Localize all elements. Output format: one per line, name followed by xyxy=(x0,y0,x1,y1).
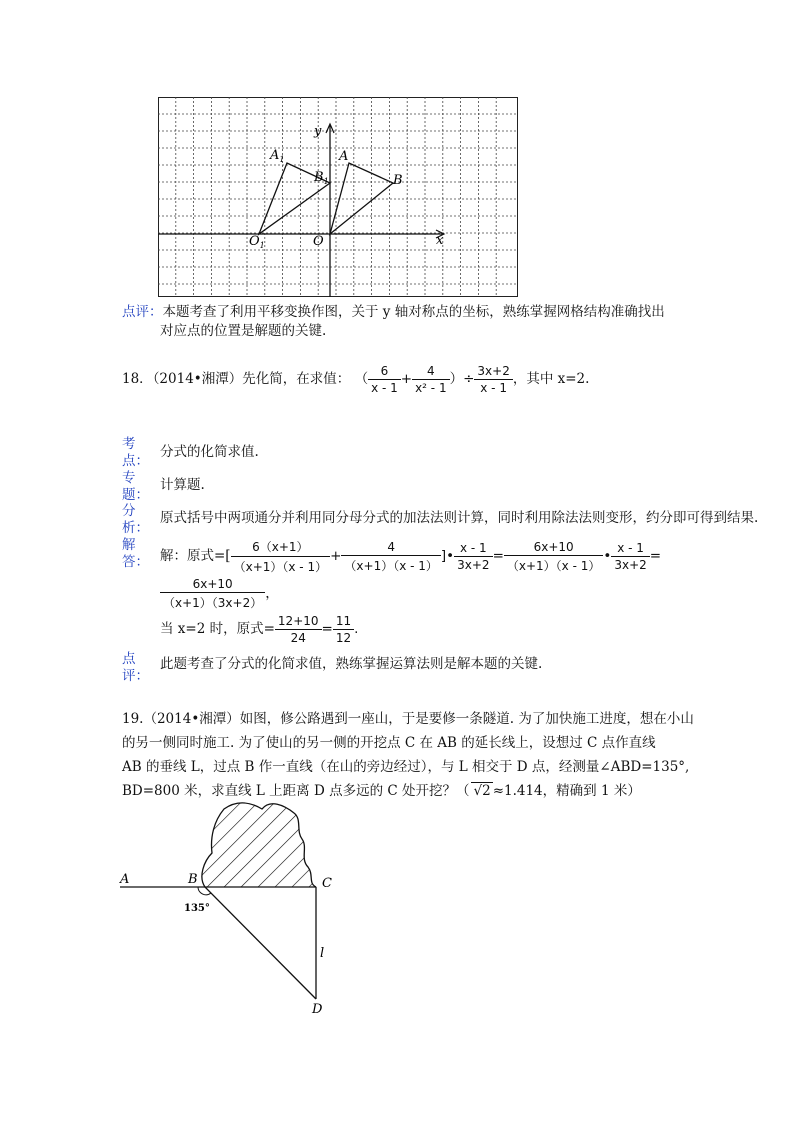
q19-line2: 的另一侧同时施工. 为了使山的另一侧的开挖点 C 在 AB 的延长线上，设想过 C 点作直线 xyxy=(122,735,656,751)
label-b1: $B_1$ xyxy=(314,170,329,186)
tunnel-figure xyxy=(112,795,342,1017)
y-label: y xyxy=(314,124,322,139)
sol-frac-b: $\frac{4}{(x+1)(x - 1)}$ xyxy=(341,540,441,574)
kaodian-text: 分式的化简求值. xyxy=(160,444,259,460)
sol-frac-g: $\frac{6x+10}{(x+1)(3x+2)}$ xyxy=(160,577,265,611)
q18-tail: ，其中 x=2. xyxy=(512,371,590,387)
sol-frac-a: $\frac{6(x+1)}{(x+1)(x - 1)}$ xyxy=(231,538,331,575)
solution-when: 当 x=2 时，原式= xyxy=(160,621,275,637)
solution-line1: 解：原式=[ $\frac{6(x+1)}{(x+1)(x - 1)}$ + $\frac{4}{(x+1)(x - 1)}$ ]• $\frac{x - 1}{3x+2}$ = $\frac{6x+10}{(x+1)(x - 1)}$ • $\frac{x - 1}{3x+2}$ = xyxy=(160,539,662,574)
label-o: O xyxy=(313,234,324,249)
comment-tag: 点评： xyxy=(122,304,163,320)
sol-frac-i: $\frac{11}{12}$ xyxy=(333,614,354,645)
label-a1: $A_1$ xyxy=(270,148,285,164)
comment-line2: 对应点的位置是解题的关键. xyxy=(160,323,327,339)
q18-frac2: $\frac{4}{\text{x² - 1}}$ xyxy=(412,364,450,395)
comment-line1: 本题考查了利用平移变换作图，关于 y 轴对称点的坐标，熟练掌握网格结构准确找出 xyxy=(162,304,665,320)
label-b-tunnel: B xyxy=(188,872,198,887)
sol-frac-h: $\frac{12+10}{24}$ xyxy=(275,614,322,645)
q18-frac1: $\frac{6}{x - 1}$ xyxy=(368,364,401,395)
label-d-tunnel: D xyxy=(312,1002,323,1017)
question-19 xyxy=(122,707,694,803)
q19-line4: BD=800 米，求直线 L 上距离 D 点多远的 C 处开挖？（ √2 ≈1.414，精确到 1 米） xyxy=(122,783,641,799)
triangle-oab xyxy=(330,163,393,234)
solution-prefix: 解：原式=[ xyxy=(160,548,231,564)
dianping-text: 此题考查了分式的化简求值，熟练掌握运算法则是解本题的关键. xyxy=(160,656,543,672)
q19-line1: 19.（2014•湘潭）如图，修公路遇到一座山，于是要修一条隧道. 为了加快施工进度，想在小山 xyxy=(122,711,694,727)
line-bd xyxy=(205,887,316,999)
mountain-shape xyxy=(202,803,316,887)
q19-line3: AB 的垂线 L，过点 B 作一直线（在山的旁边经过），与 L 相交于 D 点，经测量∠ABD=135°, xyxy=(122,759,690,775)
solution-line3: 当 x=2 时，原式= $\frac{12+10}{24}$ = $\frac{11}{12}$ . xyxy=(160,614,359,645)
sol-frac-d: $\frac{6x+10}{(x+1)(x - 1)}$ xyxy=(504,540,604,574)
label-l: l xyxy=(320,946,325,961)
dianping-tag: 点评： xyxy=(122,651,149,684)
label-c-tunnel: C xyxy=(322,876,332,891)
q18-number: 18． xyxy=(122,371,153,387)
fenxi-tag: 分析： xyxy=(122,503,149,536)
q18-frac3: $\frac{3x+2}{x - 1}$ xyxy=(474,364,512,395)
zhuanti-tag: 专题： xyxy=(122,470,149,503)
question-18: 18．（2014•湘潭）先化简，在求值： （ $\frac{6}{x - 1}$ + $\frac{4}{\text{x² - 1}}$ ）÷ $\frac{3x+2}{x - 1}$ ，其中 x=2. xyxy=(122,364,590,395)
label-b: B xyxy=(393,173,403,188)
label-o1: $O_1$ xyxy=(249,234,265,250)
jieda-tag: 解答： xyxy=(122,537,149,570)
label-a-tunnel: A xyxy=(120,872,130,887)
sqrt-symbol: √2 xyxy=(473,783,491,799)
grid-figure xyxy=(158,97,520,299)
x-label: x xyxy=(436,233,444,248)
label-a: A xyxy=(339,149,349,164)
sol-frac-e: $\frac{x - 1}{3x+2}$ xyxy=(611,541,649,572)
solution-line2: $\frac{6x+10}{(x+1)(3x+2)}$ ， xyxy=(160,577,279,611)
sol-frac-c: $\frac{x - 1}{3x+2}$ xyxy=(454,541,492,572)
angle-label: 135° xyxy=(184,903,210,914)
comment-17 xyxy=(122,300,665,320)
kaodian-tag: 考点： xyxy=(122,436,149,469)
q18-stem: 先化简，在求值： xyxy=(242,371,351,387)
zhuanti-text: 计算题. xyxy=(160,477,205,493)
q18-source: （2014•湘潭） xyxy=(152,371,243,387)
fenxi-text: 原式括号中两项通分并利用同分母分式的加法法则计算，同时利用除法法则变形，约分即可得到结果. xyxy=(160,510,759,526)
